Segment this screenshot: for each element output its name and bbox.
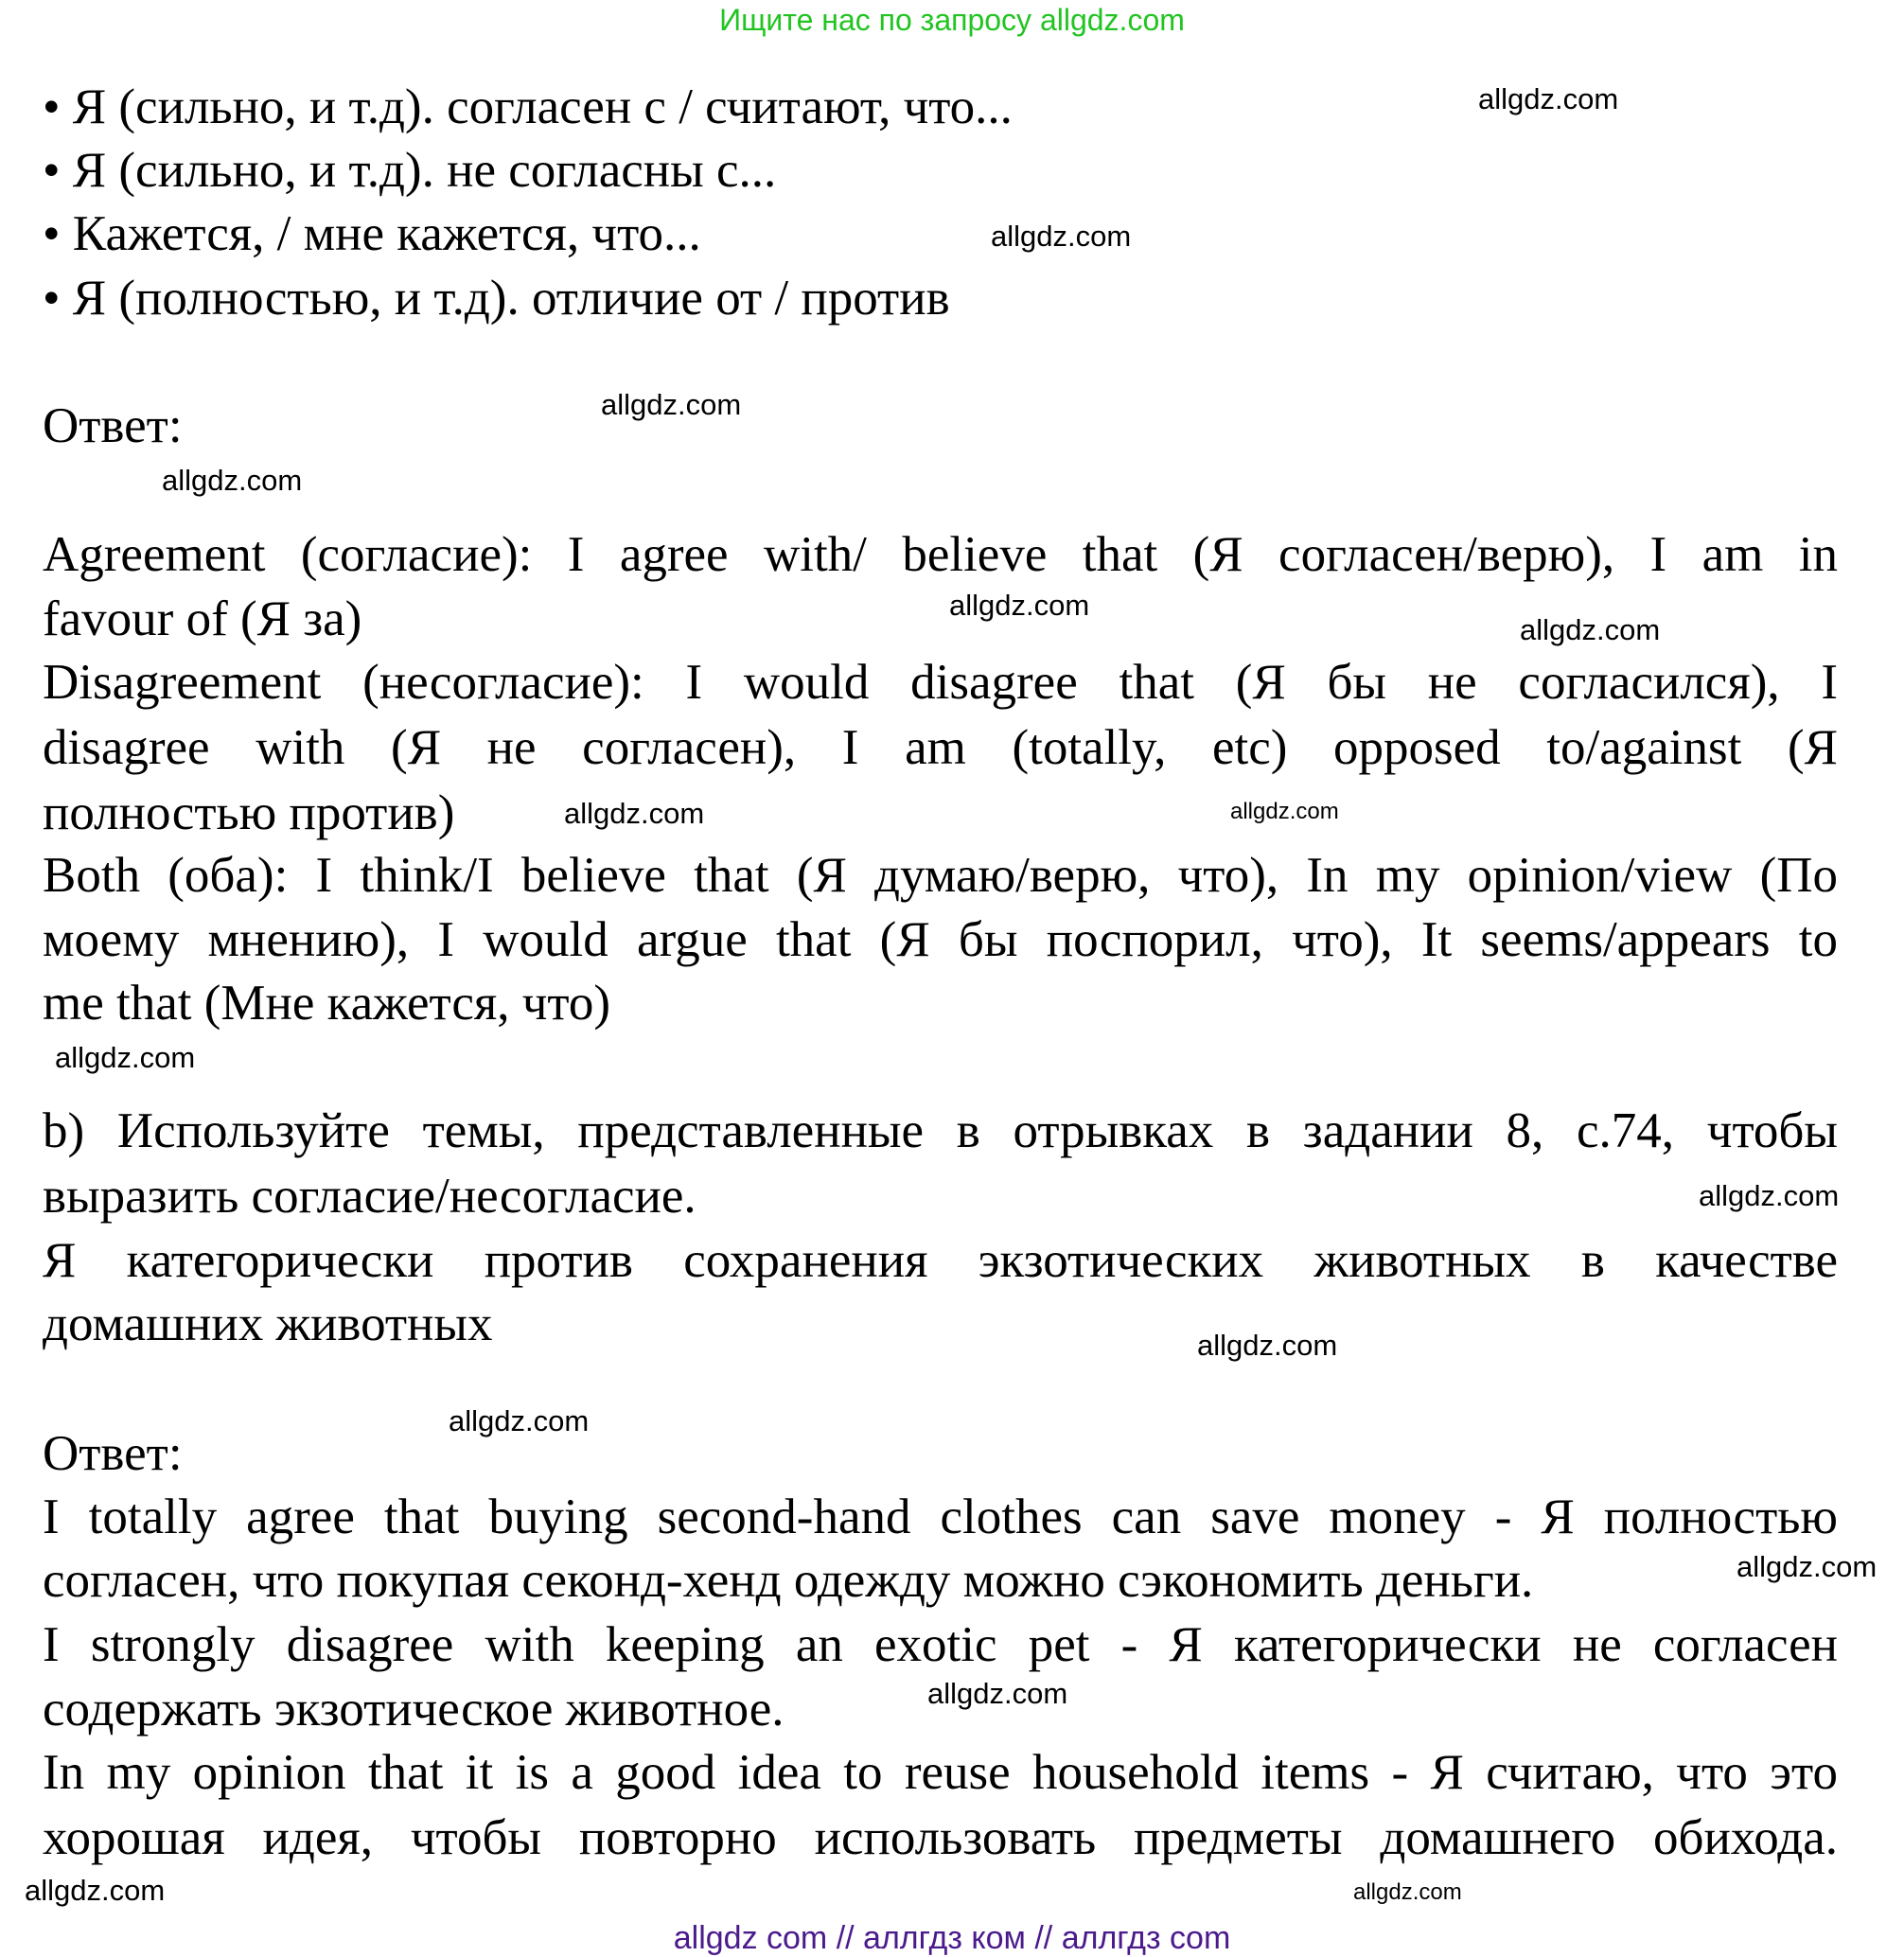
watermark: allgdz.com xyxy=(55,1041,196,1074)
task-line: b) Используйте темы, представленные в отрывках в задании 8, с.74, чтобы xyxy=(43,1103,1838,1158)
text-line: согласен, что покупая секонд-хенд одежду можно сэкономить деньги. xyxy=(43,1553,1534,1608)
watermark: allgdz.com xyxy=(162,464,303,497)
text-line: disagree with (Я не согласен), I am (totally, etc) opposed to/against (Я xyxy=(43,720,1838,775)
text-line: полностью против) xyxy=(43,785,455,840)
watermark: allgdz.com xyxy=(991,220,1132,253)
watermark: allgdz.com xyxy=(601,388,742,421)
watermark: allgdz.com xyxy=(1353,1879,1462,1905)
watermark: allgdz.com xyxy=(1699,1179,1840,1212)
bullet-line: • Я (сильно, и т.д). согласен с / считают, что... xyxy=(43,79,1013,134)
bullet-line: • Я (полностью, и т.д). отличие от / против xyxy=(43,271,950,326)
text-line: моему мнению), I would argue that (Я бы поспорил, что), It seems/appears to xyxy=(43,912,1838,967)
task-line: домашних животных xyxy=(43,1296,493,1351)
answer-label: Ответ: xyxy=(43,398,183,453)
watermark: allgdz.com xyxy=(927,1677,1068,1710)
answer-label: Ответ: xyxy=(43,1426,183,1481)
watermark: allgdz.com xyxy=(1230,799,1339,824)
watermark: allgdz.com xyxy=(449,1404,590,1437)
watermark: allgdz.com xyxy=(564,797,705,830)
watermark: allgdz.com xyxy=(1737,1550,1878,1583)
text-line: I totally agree that buying second-hand clothes can save money - Я полностью xyxy=(43,1490,1838,1544)
text-line: me that (Мне кажется, что) xyxy=(43,976,611,1031)
text-line: содержать экзотическое животное. xyxy=(43,1682,785,1737)
text-line: favour of (Я за) xyxy=(43,591,362,646)
text-line: Both (оба): I think/I believe that (Я думаю/верю, что), In my opinion/view (По xyxy=(43,848,1838,903)
watermark: allgdz.com xyxy=(1197,1329,1338,1362)
text-line: Agreement (согласие): I agree with/ believe that (Я согласен/верю), I am in xyxy=(43,527,1838,582)
footer-banner: allgdz com // аллгдз ком // аллгдз com xyxy=(673,1920,1231,1956)
text-line: In my opinion that it is a good idea to reuse household items - Я считаю, что это xyxy=(43,1745,1838,1800)
text-line: Disagreement (несогласие): I would disagree that (Я бы не согласился), I xyxy=(43,655,1838,710)
task-line: Я категорически против сохранения экзотических животных в качестве xyxy=(43,1233,1838,1288)
bullet-line: • Кажется, / мне кажется, что... xyxy=(43,206,701,261)
text-line: хорошая идея, чтобы повторно использовать предметы домашнего обихода. xyxy=(43,1810,1838,1865)
watermark: allgdz.com xyxy=(949,589,1090,622)
task-line: выразить согласие/несогласие. xyxy=(43,1169,696,1224)
text-line: I strongly disagree with keeping an exotic pet - Я категорически не согласен xyxy=(43,1617,1838,1672)
search-hint-banner: Ищите нас по запросу allgdz.com xyxy=(719,3,1185,37)
watermark: allgdz.com xyxy=(1478,82,1619,115)
watermark: allgdz.com xyxy=(25,1874,166,1907)
watermark: allgdz.com xyxy=(1520,613,1661,646)
bullet-line: • Я (сильно, и т.д). не согласны с... xyxy=(43,143,777,198)
